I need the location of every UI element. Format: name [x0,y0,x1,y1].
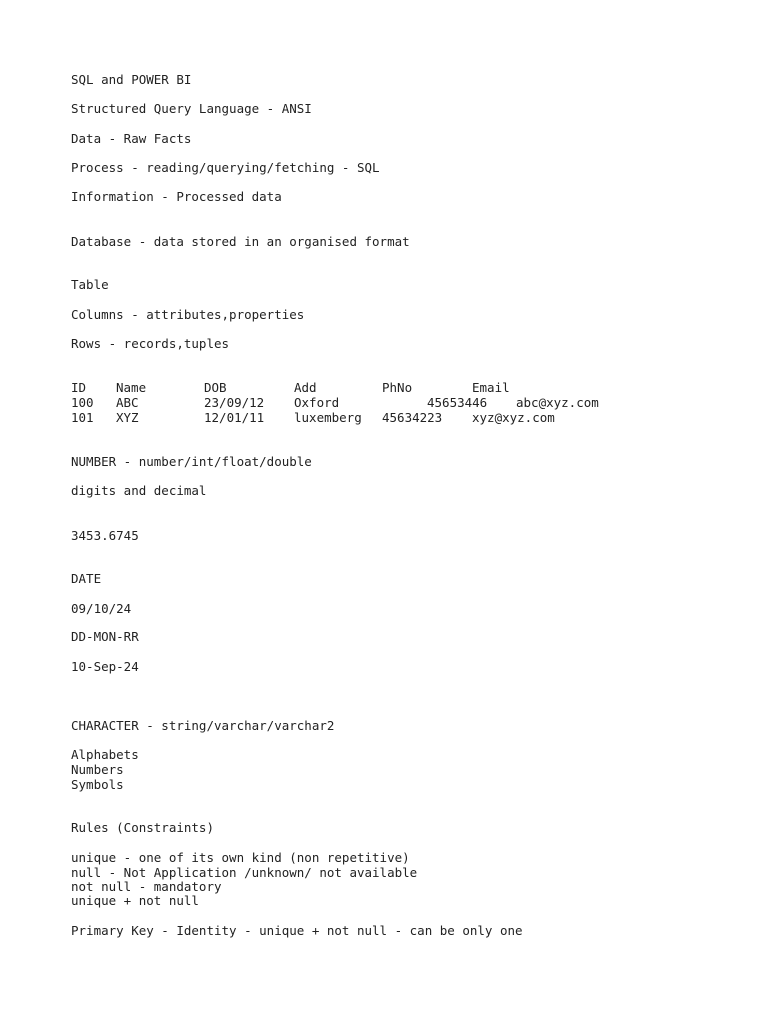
cell-name: XYZ [116,410,139,425]
date-heading: DATE [71,571,102,586]
cell-dob: 12/01/11 [204,410,265,425]
cell-add: luxemberg [294,410,362,425]
symbols-line: Symbols [71,777,124,792]
date-example-1: 09/10/24 [71,601,132,616]
columns-definition: Columns - attributes,properties [71,307,305,322]
data-definition: Data - Raw Facts [71,131,192,146]
numbers-line: Numbers [71,762,124,777]
cell-name: ABC [116,395,139,410]
header-phno: PhNo [382,380,413,395]
rules-heading: Rules (Constraints) [71,820,214,835]
digits-line: digits and decimal [71,483,207,498]
cell-email: abc@xyz.com [516,395,599,410]
header-email: Email [472,380,510,395]
header-add: Add [294,380,317,395]
sql-definition: Structured Query Language - ANSI [71,101,312,116]
character-definition: CHARACTER - string/varchar/varchar2 [71,718,335,733]
cell-phno: 45653446 [427,395,488,410]
cell-email: xyz@xyz.com [472,410,555,425]
date-format: DD-MON-RR [71,629,139,644]
number-example: 3453.6745 [71,528,139,543]
cell-dob: 23/09/12 [204,395,265,410]
cell-add: Oxford [294,395,340,410]
cell-id: 101 [71,410,94,425]
unique-not-null-line: unique + not null [71,893,199,908]
process-definition: Process - reading/querying/fetching - SQL [71,160,380,175]
header-name: Name [116,380,147,395]
cell-id: 100 [71,395,94,410]
alphabets-line: Alphabets [71,747,139,762]
document-title: SQL and POWER BI [71,72,192,87]
number-definition: NUMBER - number/int/float/double [71,454,312,469]
cell-phno: 45634223 [382,410,443,425]
information-definition: Information - Processed data [71,189,282,204]
table-heading: Table [71,277,109,292]
primary-key-definition: Primary Key - Identity - unique + not null - can be only one [71,923,523,938]
unique-definition: unique - one of its own kind (non repetitive) [71,850,410,865]
date-example-2: 10-Sep-24 [71,659,139,674]
header-dob: DOB [204,380,227,395]
rows-definition: Rows - records,tuples [71,336,230,351]
null-definition: null - Not Application /unknown/ not available [71,865,418,880]
not-null-definition: not null - mandatory [71,879,222,894]
database-definition: Database - data stored in an organised format [71,234,410,249]
header-id: ID [71,380,87,395]
